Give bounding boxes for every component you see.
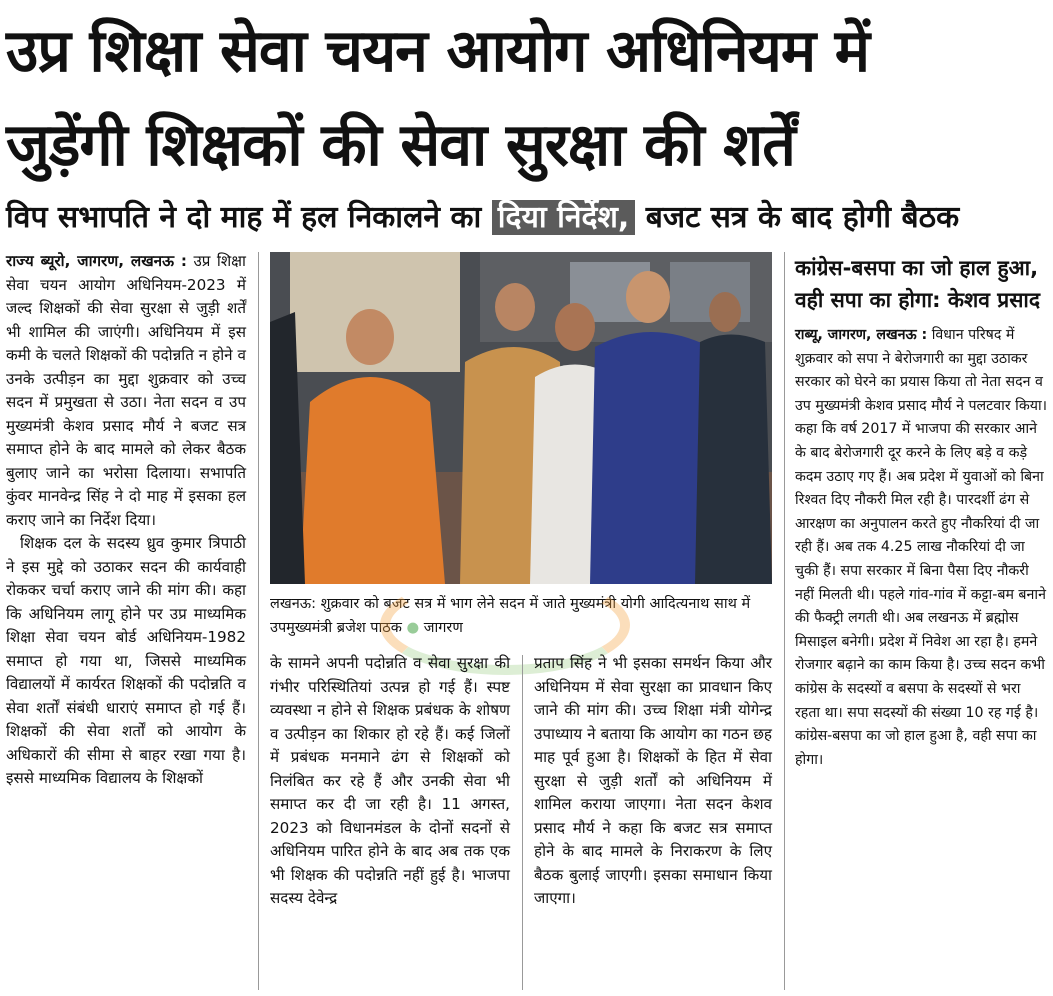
headline-line-2: जुड़ेंगी शिक्षकों की सेवा सुरक्षा की शर्तें xyxy=(6,110,795,179)
photo-credit: जागरण xyxy=(423,620,463,636)
column-1-paragraph-2: शिक्षक दल के सदस्य ध्रुव कुमार त्रिपाठी ने इस मुद्दे को उठाकर सदन की कार्यवाही रोककर चर्चा कराए जाने की मांग की। कहा कि अधिनियम लागू होने पर उप्र माध्यमिक शिक्षा सेवा चयन बोर्ड अधिनियम-1982 समाप्त हो गया था, जिससे माध्यमिक विद्यालयों में कार्यरत शिक्षकों की पदोन्नति व सेवा शर्तों संबंधी धाराएं समाप्त हो गई हैं। शिक्षकों की सेवा शर्तों को आयोग के अधिकारों की सीमा से बाहर रखा गया है। इससे माध्यमिक विद्यालय के शिक्षकों xyxy=(6,534,246,787)
article-column-2 xyxy=(270,652,510,911)
column-3-paragraph-1: प्रताप सिंह ने भी इसका समर्थन किया और अधिनियम में सेवा सुरक्षा का प्रावधान किए जाने की मांग की। उच्च शिक्षा मंत्री योगेन्द्र उपाध्याय ने बताया कि आयोग का गठन छह माह पूर्व हुआ है। शिक्षकों के हित में सेवा सुरक्षा से जुड़ी शर्तों को अधिनियम में शामिल कराया जाएगा। नेता सदन केशव प्रसाद मौर्य ने कहा कि बजट सत्र समाप्त होने के बाद मामले के निराकरण के लिए बैठक बुलाई जाएगी। इसका समाधान किया जाएगा। xyxy=(534,654,772,907)
column-2-paragraph-1: के सामने अपनी पदोन्नति व सेवा सुरक्षा की गंभीर परिस्थितियां उत्पन्न हो गई हैं। स्पष्ट व्यवस्था न होने से शिक्षक प्रबंधक के शोषण व उत्पीड़न का शिकार हो रहे हैं। कई जिलों में प्रबंधक मनमाने ढंग से शिक्षकों को निलंबित कर रहे हैं और उनकी सेवा भी समाप्त कर दी जा रही है। 11 अगस्त, 2023 को विधानमंडल के दोनों सदनों से अधिनियम पारित होने के बाद अब तक एक भी शिक्षक की पदोन्नति नहीं हुई है। भाजपा सदस्य देवेन्द्र xyxy=(270,654,510,907)
sidebar-body: विधान परिषद में शुक्रवार को सपा ने बेरोजगारी का मुद्दा उठाकर सरकार को घेरने का प्रयास किया तो नेता सदन व उप मुख्यमंत्री केशव प्रसाद मौर्य ने पलटवार किया। कहा कि वर्ष 2017 में भाजपा की सरकार आने के बाद बेरोजगारी दूर करने के लिए बड़े व कड़े कदम उठाए गए हैं। अब प्रदेश में युवाओं को बिना रिश्वत दिए नौकरी मिल रही है। पारदर्शी ढंग से आरक्षण का अनुपालन करते हुए नौकरियां दी जा रही हैं। अब तक 4.25 लाख नौकरियां दी जा चुकी हैं। सपा सरकार में बिना पैसा दिए नौकरी नहीं मिलती थी। पहले गांव-गांव में कट्टा-बम बनाने की फैक्ट्री लगती थी। अब लखनऊ में ब्रह्मोस मिसाइल बनेगी। प्रदेश में निवेश आ रहा है। हमने रोजगार बढ़ाने का काम किया है। उच्च सदन कभी कांग्रेस के सदस्यों व बसपा के सदस्यों से भरा रहता था। सपा सदस्यों की संख्या 10 रह गई है। कांग्रेस-बसपा का जो हाल हुआ है, वही सपा का होगा। xyxy=(795,327,1048,768)
column-divider xyxy=(258,252,259,990)
dateline: राज्य ब्यूरो, जागरण, लखनऊ : xyxy=(6,252,188,270)
column-divider xyxy=(784,252,785,990)
subheadline-part-2: बजट सत्र के बाद होगी बैठक xyxy=(645,200,960,235)
sidebar-story xyxy=(795,252,1047,772)
headline-line-1: उप्र शिक्षा सेवा चयन आयोग अधिनियम में xyxy=(6,16,869,85)
photo-illustration xyxy=(270,252,772,584)
article-column-3 xyxy=(534,652,772,911)
photo-caption xyxy=(270,592,772,640)
sidebar-dateline: राब्यू, जागरण, लखनऊ : xyxy=(795,327,928,343)
caption-dot-icon: ● xyxy=(406,620,420,636)
subheadline-part-1: विप सभापति ने दो माह में हल निकालने का xyxy=(6,200,482,235)
article-column-1 xyxy=(6,250,246,791)
column-divider xyxy=(522,655,523,990)
subheadline-highlight: दिया निर्देश, xyxy=(492,200,635,235)
headline xyxy=(6,4,1046,192)
column-1-paragraph-1: उप्र शिक्षा सेवा चयन आयोग अधिनियम-2023 में जल्द शिक्षकों की सेवा सुरक्षा से जुड़ी शर्तें भी शामिल की जाएंगी। अधिनियम में इस कमी के चलते शिक्षकों की पदोन्नति न होने व उनके उत्पीड़न का मुद्दा शुक्रवार को उच्च सदन में प्रमुखता से उठा। नेता सदन व उप मुख्यमंत्री केशव प्रसाद मौर्य ने बजट सत्र समाप्त होने के बाद मामले को लेकर बैठक बुलाए जाने का भरोसा दिलाया। सभापति कुंवर मानवेन्द्र सिंह ने दो माह में इसका हल कराए जाने का निर्देश दिया। xyxy=(6,252,246,529)
caption-text: लखनऊ: शुक्रवार को बजट सत्र में भाग लेने सदन में जाते मुख्यमंत्री योगी आदित्यनाथ साथ में उपमुख्यमंत्री ब्रजेश पाठक xyxy=(270,596,751,636)
sidebar-title: कांग्रेस-बसपा का जो हाल हुआ, वही सपा का होगा: केशव प्रसाद xyxy=(795,256,1041,312)
subheadline xyxy=(6,192,1046,244)
news-photo xyxy=(270,252,772,584)
